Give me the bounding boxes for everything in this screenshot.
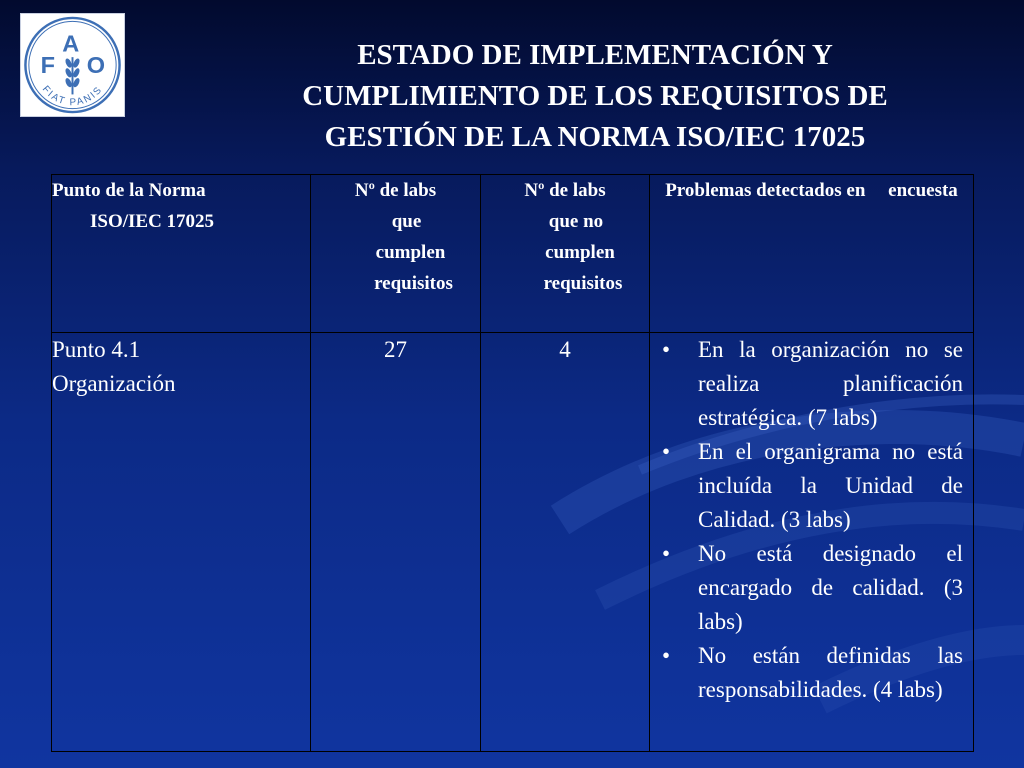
- header-labs-cumplen-line-3: cumplen: [375, 242, 446, 263]
- logo-letter-f: F: [40, 51, 56, 78]
- header-labs-no-cumplen-line-2: que no: [548, 211, 604, 232]
- problem-text: No están definidas las responsabilidades. (4 labs): [698, 643, 963, 702]
- header-labs-cumplen: [311, 175, 481, 333]
- title-line-1: ESTADO DE IMPLEMENTACIÓN Y: [357, 39, 833, 71]
- cell-cumplen: 27: [311, 333, 481, 752]
- table-row: [52, 333, 974, 752]
- header-labs-no-cumplen: [481, 175, 650, 333]
- wheat-icon: [64, 57, 81, 94]
- cell-punto: [52, 333, 311, 752]
- list-item: [662, 537, 963, 639]
- list-item: [662, 435, 963, 537]
- list-item: [662, 639, 963, 707]
- header-problemas: [650, 175, 974, 333]
- header-problemas-line-1: Problemas detectados en: [665, 180, 866, 201]
- problem-text: En la organización no se realiza planificación estratégica. (7 labs): [698, 337, 963, 430]
- header-labs-no-cumplen-line-1: Nº de labs: [524, 180, 606, 201]
- bullet-icon: •: [662, 439, 671, 464]
- bullet-icon: •: [662, 337, 671, 362]
- bullet-icon: •: [662, 541, 671, 566]
- logo-motto: FIAT PANIS: [39, 83, 106, 109]
- header-labs-cumplen-line-4: requisitos: [374, 273, 453, 294]
- cell-punto-line-2: Organización: [52, 371, 176, 396]
- logo-letter-a: A: [62, 30, 80, 57]
- header-punto-norma: [52, 175, 311, 333]
- bullet-icon: •: [662, 643, 671, 668]
- header-labs-no-cumplen-line-4: requisitos: [543, 273, 623, 294]
- header-labs-no-cumplen-line-3: cumplen: [545, 242, 615, 263]
- title-line-3: GESTIÓN DE LA NORMA ISO/IEC 17025: [324, 121, 866, 153]
- title-line-2: CUMPLIMIENTO DE LOS REQUISITOS DE: [302, 80, 888, 112]
- cell-no-cumplen: 4: [481, 333, 650, 752]
- header-problemas-line-2: encuesta: [888, 180, 958, 201]
- requirements-table: [51, 174, 974, 752]
- fao-logo: [20, 13, 125, 117]
- header-punto-norma-line-1: Punto de la Norma: [52, 180, 206, 201]
- problem-text: No está designado el encargado de calidad. (3 labs): [698, 541, 963, 634]
- page-title: [190, 35, 1000, 158]
- cell-punto-line-1: Punto 4.1: [52, 337, 141, 362]
- problem-text: En el organigrama no está incluída la Unidad de Calidad. (3 labs): [698, 439, 963, 532]
- cell-problemas: [650, 333, 974, 752]
- table-header-row: [52, 175, 974, 333]
- header-labs-cumplen-line-2: que: [391, 211, 422, 232]
- logo-letter-o: O: [86, 51, 106, 78]
- header-labs-cumplen-line-1: Nº de labs: [354, 180, 437, 201]
- header-punto-norma-line-2: ISO/IEC 17025: [90, 211, 215, 232]
- list-item: [662, 333, 963, 435]
- problems-list: [650, 333, 973, 707]
